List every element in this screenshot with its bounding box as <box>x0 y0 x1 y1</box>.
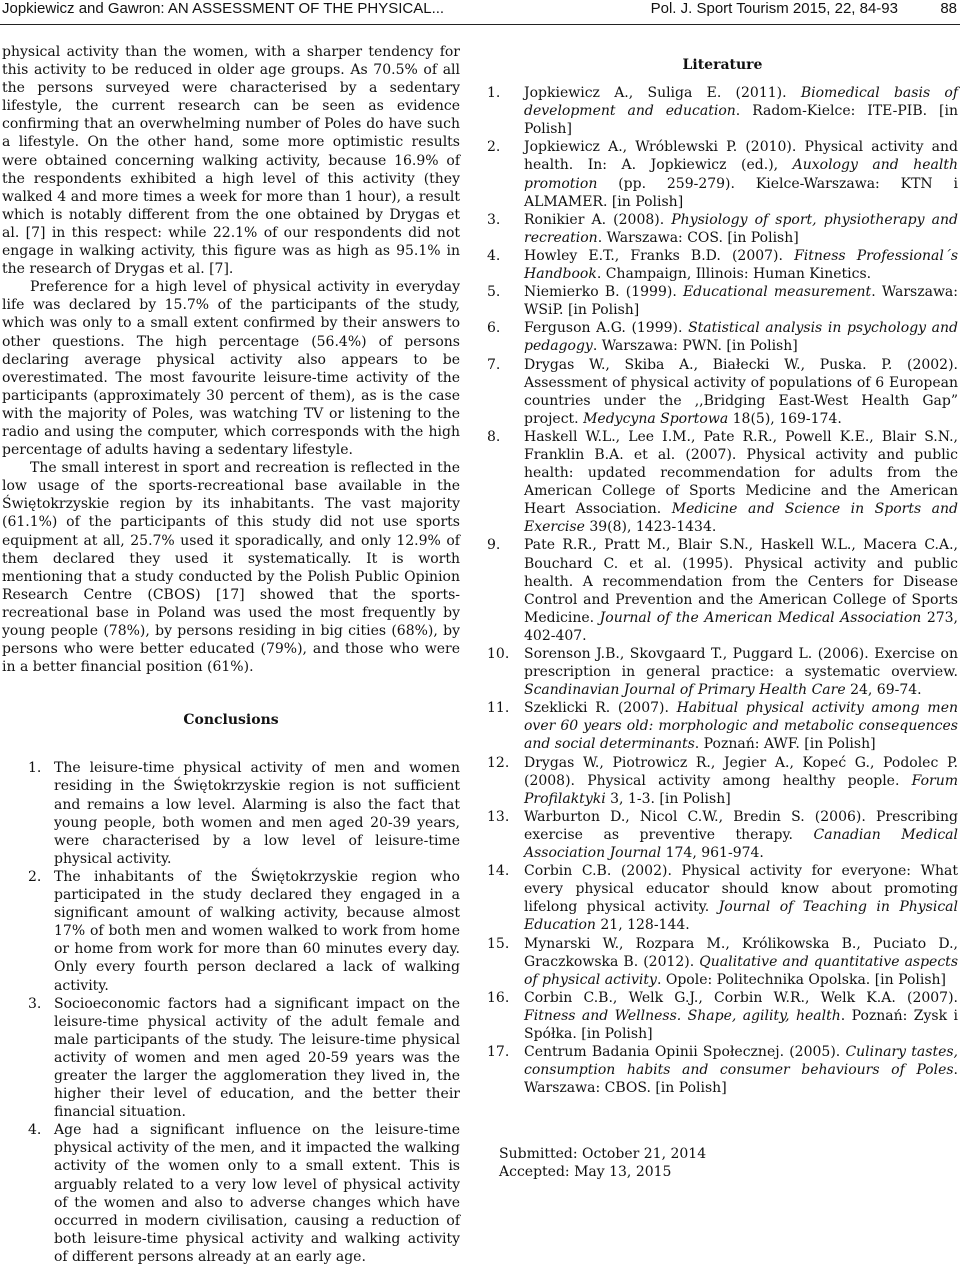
conclusion-number: 3. <box>28 995 42 1012</box>
submitted-date: Submitted: October 21, 2014 <box>499 1146 707 1163</box>
reference-item <box>487 536 958 645</box>
reference-number: 8. <box>487 428 501 445</box>
reference-item <box>487 247 958 283</box>
reference-title: Physiology of sport, physiotherapy and recreation <box>524 211 958 246</box>
reference-item <box>487 283 958 319</box>
reference-text: Drygas W., Piotrowicz R., Jegier A., Kopeć G., Podolec P. (2008). Physical activity among healthy people. <box>524 754 958 789</box>
body-paragraph: Preference for a high level of physical activity in everyday life was declared by 15.7% of the participants of the study, which was only to a small extent confirmed by their answers to other questions. The high percentage (56.4%) of persons declaring average physical activity also appears to be overestimated. The most favourite leisure-time activity of the participants (approximately 30 percent of them), as is the case with the majority of Poles, was watching TV or listening to the radio and using the computer, which corresponds with the high percentage of adults having a sedentary lifestyle. <box>2 279 460 459</box>
reference-number: 3. <box>487 211 501 228</box>
reference-text: Ronikier A. (2008). <box>524 211 672 228</box>
reference-number: 2. <box>487 139 501 156</box>
running-header <box>0 0 960 26</box>
reference-item <box>487 699 958 753</box>
reference-source: 24, 69-74. <box>845 682 922 699</box>
reference-title: Qualitative and quantitative aspects of physical activity <box>524 953 958 988</box>
reference-item <box>487 1043 958 1097</box>
reference-number: 9. <box>487 537 501 554</box>
header-journal-citation: Pol. J. Sport Tourism 2015, 22, 84-93 <box>650 0 898 17</box>
reference-text: Corbin C.B. (2002). Physical activity for everyone: What every physical educator should know about promoting lifelong physical activity. <box>524 863 958 916</box>
conclusion-number: 2. <box>28 868 42 885</box>
reference-number: 5. <box>487 284 501 301</box>
reference-title: Canadian Medical Association Journal <box>524 826 959 862</box>
body-paragraph: physical activity than the women, with a sharper tendency for this activity to be reduced in older age groups. As 70.5% of all the persons surveyed were characterised by a sedentary lifestyle, the current research can be seen as evidence confirming that an overwhelming number of Poles do have such a lifestyle. On the other hand, some more optimistic results were obtained concerning walking activity, because 16.9% of the respondents exhibited a high level of this activity (they walked 4 and more times a week for more than 1 hour), a result which is notably different from the one obtained by Drygas et al. [7] in this respect: while 22.1% of our respondents did not engage in walking activity, this figure was as high as 95.1% in the research of Drygas et al. [7]. <box>2 44 460 278</box>
reference-text: Mynarski W., Rozpara M., Królikowska B., Puciato D., Graczkowska B. (2012). <box>524 935 958 970</box>
reference-source: 39(8), 1423-1434. <box>584 519 717 536</box>
conclusion-number: 4. <box>28 1122 42 1139</box>
reference-text: Howley E.T., Franks B.D. (2007). <box>524 247 795 264</box>
reference-title: Medicine and Science in Sports and Exercise <box>524 501 958 536</box>
reference-item <box>487 84 958 138</box>
header-rule <box>0 24 960 25</box>
reference-text: Jopkiewicz A., Suliga E. (2011). <box>524 85 801 102</box>
reference-text: Corbin C.B., Welk G.J., Corbin W.R., Welk K.A. (2007). <box>524 989 958 1006</box>
reference-title: Fitness Professional´s Handbook <box>524 247 959 283</box>
reference-title: Culinary tastes, consumption habits and consumer behaviours of Poles <box>524 1044 958 1079</box>
reference-number: 17. <box>487 1044 510 1061</box>
reference-source: . Radom-Kielce: ITE-PIB. [in Polish] <box>524 103 958 138</box>
reference-source: . Warszawa: COS. [in Polish] <box>597 229 799 246</box>
conclusions-heading: Conclusions <box>183 712 279 729</box>
reference-number: 14. <box>487 863 510 880</box>
reference-item <box>487 356 958 428</box>
reference-item <box>487 428 958 537</box>
reference-number: 11. <box>487 700 510 717</box>
reference-title: Fitness and Wellness. Shape, agility, health <box>524 1007 841 1024</box>
conclusion-item <box>2 1121 460 1266</box>
reference-item <box>487 754 958 808</box>
reference-source: . Poznań: Zysk i Spółka. [in Polish] <box>524 1007 958 1042</box>
reference-source: 21, 128-144. <box>595 917 690 934</box>
reference-source: . Warszawa: PWN. [in Polish] <box>592 338 798 355</box>
conclusion-item <box>2 759 460 868</box>
reference-source: . Champaign, Illinois: Human Kinetics. <box>596 266 872 283</box>
reference-text: Niemierko B. (1999). <box>524 284 683 301</box>
reference-text: Warburton D., Nicol C.W., Bredin S. (2006). Prescribing exercise as preventive therapy. <box>524 808 958 843</box>
body-paragraph: The small interest in sport and recreation is reflected in the low usage of the sports-recreational base available in the Świętokrzyskie region by its inhabitants. The vast majority (61.1%) of the participants of this study did not use sports equipment at all, 25.7% used it sporadically, and only 12.9% of them declared they used it systematically. It is worth mentioning that a study conducted by the Polish Public Opinion Research Centre (CBOS) [17] showed that the sports-recreational base in Poland was used the most frequently by young people (78%), by persons residing in big cities (68%), by persons who were better educated (79%), and those who were in a better financial position (61%). <box>2 460 460 676</box>
literature-heading: Literature <box>682 57 763 73</box>
reference-number: 15. <box>487 935 510 952</box>
reference-source: 3, 1-3. [in Polish] <box>605 790 731 807</box>
reference-number: 13. <box>487 808 510 825</box>
reference-text: Pate R.R., Pratt M., Blair S.N., Haskell W.L., Macera C.A., Bouchard C. et al. (1995). Physical activity and public health. A recommendation from the Centers for Disease Control and Prevention and the American College of Sports Medicine. <box>524 537 958 626</box>
reference-list <box>487 84 958 1097</box>
reference-source: . Opole: Politechnika Opolska. [in Polish] <box>656 971 946 988</box>
reference-source: . Warszawa: CBOS. [in Polish] <box>524 1062 958 1097</box>
reference-number: 12. <box>487 754 510 771</box>
conclusion-text: Socioeconomic factors had a significant impact on the leisure-time physical activity of the adult female and male participants of the study. The leisure-time physical activity of women and men aged 20-59 years was the greater the larger the agglomeration they lived in, the higher their level of education, and the better their financial situation. <box>54 995 460 1121</box>
reference-title: Educational measurement <box>682 284 872 301</box>
reference-title: Biomedical basis of development and education <box>524 85 959 120</box>
conclusion-number: 1. <box>28 760 42 777</box>
reference-item <box>487 319 958 355</box>
reference-item <box>487 138 958 210</box>
reference-text: Drygas W., Skiba A., Białecki W., Puska. P. (2002). Assessment of physical activity of populations of 6 European countries under the ,,Bridging East-West Health Gap” project. <box>524 356 958 427</box>
reference-source: 174, 961-974. <box>661 845 764 862</box>
reference-text: Haskell W.L., Lee I.M., Pate R.R., Powell K.E., Blair S.N., Franklin B.A. et al. (2007). Physical activity and public health: updated recommendation for adults from the American College of Sports Medicine and the American Heart Association. <box>524 428 958 518</box>
reference-text: Ferguson A.G. (1999). <box>524 320 689 337</box>
left-column <box>2 43 460 1266</box>
reference-item <box>487 645 958 699</box>
reference-number: 7. <box>487 356 501 373</box>
conclusion-text: Age had a significant influence on the leisure-time physical activity of the men, and it impacted the walking activity of the women only to a small extent. This is arguably related to a very low level of physical activity of the women and also to adverse changes which have occurred in modern civilisation, causing a reduction of both leisure-time physical activity and walking activity of different persons already at an early age. <box>54 1122 460 1265</box>
reference-text: Centrum Badania Opinii Społecznej. (2005). <box>524 1044 846 1061</box>
conclusion-text: The inhabitants of the Świętokrzyskie region who participated in the study declared they engaged in a significant amount of walking activity, because almost 17% of both men and women walked to work from home or home from work for more than 60 minutes every day. Only every fourth person declared a lack of walking activity. <box>54 868 460 994</box>
conclusion-item <box>2 995 460 1122</box>
reference-title: Journal of the American Medical Association <box>599 609 922 626</box>
reference-text: Jopkiewicz A., Wróblewski P. (2010). Physical activity and health. In: A. Jopkiewicz (ed.), <box>524 139 958 174</box>
conclusions-list <box>2 759 460 1266</box>
reference-number: 10. <box>487 646 510 662</box>
reference-title: Statistical analysis in psychology and pedagogy <box>524 320 958 355</box>
reference-item <box>487 211 958 247</box>
reference-item <box>487 935 958 989</box>
reference-item <box>487 862 958 934</box>
reference-title: Habitual physical activity among men over 60 years old: morphologic and metabolic consequences and social determinants <box>524 700 958 753</box>
reference-source: . Warszawa: WSiP. [in Polish] <box>524 284 958 319</box>
accepted-date: Accepted: May 13, 2015 <box>499 1164 672 1181</box>
reference-number: 16. <box>487 989 510 1006</box>
reference-source: 273, 402-407. <box>524 609 958 644</box>
right-column <box>487 43 958 1182</box>
reference-number: 4. <box>487 247 501 264</box>
reference-source: 18(5), 169-174. <box>728 410 842 427</box>
conclusion-item <box>2 868 460 995</box>
reference-item <box>487 808 958 862</box>
reference-title: Auxology and health promotion <box>524 157 958 192</box>
reference-source: (pp. 259-279). Kielce-Warszawa: KTN i ALMAMER. [in Polish] <box>524 175 958 210</box>
page-number: 88 <box>940 0 957 17</box>
conclusion-text: The leisure-time physical activity of men and women residing in the Świętokrzyskie region is not sufficient and remains a low level. Alarming is also the fact that young people, both women and men aged 20-39 years, were characterised by a low level of leisure-time physical activity. <box>54 760 460 867</box>
submission-dates <box>487 1145 958 1181</box>
reference-title: Scandinavian Journal of Primary Health Care <box>524 682 846 699</box>
reference-title: Medycyna Sportowa <box>583 410 729 427</box>
reference-title: Forum Profilaktyki <box>524 772 958 807</box>
reference-item <box>487 989 958 1043</box>
reference-title: Journal of Teaching in Physical Education <box>524 899 958 934</box>
header-authors-title: Jopkiewicz and Gawron: AN ASSESSMENT OF THE PHYSICAL... <box>2 0 445 17</box>
reference-source: . Poznań: AWF. [in Polish] <box>694 736 876 753</box>
reference-number: 6. <box>487 320 501 337</box>
reference-text: Szeklicki R. (2007). <box>524 700 677 717</box>
reference-text: Sorenson J.B., Skovgaard T., Puggard L. (2006). Exercise on prescription in general practice: a systematic overview. <box>524 646 958 681</box>
reference-number: 1. <box>487 85 501 102</box>
